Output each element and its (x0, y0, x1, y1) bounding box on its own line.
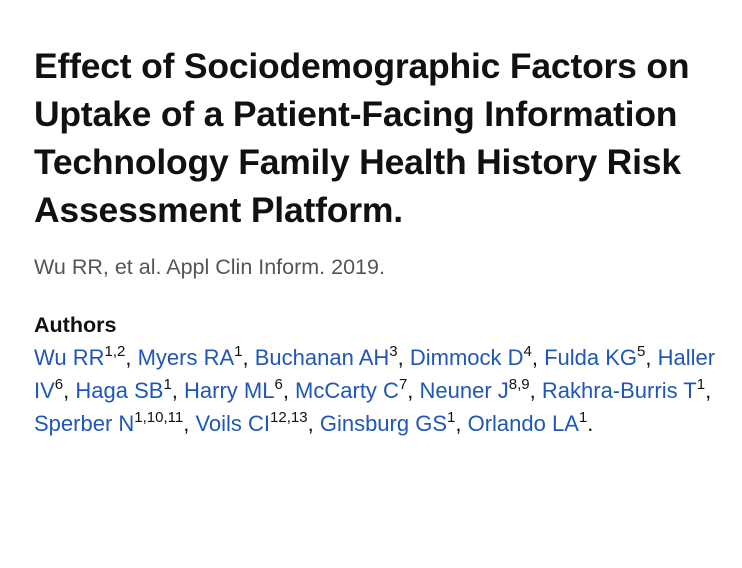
author-affiliation: 3 (389, 343, 398, 360)
article-citation: Wu RR, et al. Appl Clin Inform. 2019. (34, 255, 385, 279)
authors-list (34, 341, 724, 440)
author-separator: , (242, 345, 255, 370)
author-link[interactable]: Dimmock $D^4$ (409, 343, 532, 370)
author-affiliation: 5 (637, 343, 646, 360)
author-separator: , (171, 378, 185, 403)
author-separator: , (307, 411, 320, 436)
author-link[interactable]: Voils CI$^{12,13}$ (195, 409, 308, 436)
author-link[interactable]: Myers $RA^1$ (137, 343, 243, 370)
article-title: Effect of Sociodemographic Factors on Uptake of a Patient-Facing Information Technology Family Health History Risk Assessment Platform. (34, 46, 690, 230)
author-link[interactable]: Ginsburg $GS^1$ (319, 409, 456, 436)
author-link[interactable]: Buchanan $AH^3$ (254, 343, 398, 370)
author-link[interactable]: Wu RR$^{1,2}$ (34, 343, 126, 370)
author-affiliation: 7 (398, 376, 408, 393)
author-affiliation: 6 (54, 376, 64, 393)
author-separator: , (125, 345, 138, 370)
author-affiliation: 1 (578, 409, 588, 426)
author-link[interactable]: Haga $SB^1$ (75, 376, 172, 403)
author-affiliation: 1 (696, 376, 706, 393)
author-link[interactable]: Sperber N$^{1,10,11}$ (34, 409, 184, 436)
author-affiliation: 1 (447, 409, 456, 426)
author-affiliation: 12,13 (270, 409, 308, 426)
author-separator: , (183, 411, 196, 436)
author-link[interactable]: Haller $IV^6$ (34, 345, 716, 403)
author-affiliation: 8,9 (508, 376, 530, 393)
author-separator: . (587, 411, 594, 436)
author-link[interactable]: Rakhra-Burris $T^1$ (541, 376, 706, 403)
author-link[interactable]: Neuner J$^{8,9}$ (419, 376, 530, 403)
author-link[interactable]: Harry $ML^6$ (184, 376, 283, 403)
author-affiliation: 1 (234, 343, 243, 360)
author-separator: , (63, 378, 76, 403)
author-affiliation: 4 (523, 343, 532, 360)
author-affiliation: 1,10,11 (134, 409, 184, 426)
author-affiliation: 1,2 (104, 343, 126, 360)
author-separator: , (455, 411, 468, 436)
article-summary (34, 42, 724, 440)
author-link[interactable]: McCarty $C^7$ (295, 376, 408, 403)
author-separator: , (282, 378, 296, 403)
author-separator: , (397, 345, 410, 370)
author-separator: , (531, 345, 545, 370)
author-affiliation: 1 (163, 376, 172, 393)
authors-heading: Authors (34, 313, 117, 337)
author-separator: , (529, 378, 542, 403)
author-link[interactable]: Orlando $LA^1$ (467, 409, 588, 436)
author-link[interactable]: Fulda $KG^5$ (544, 343, 646, 370)
author-affiliation: 6 (274, 376, 283, 393)
author-separator: , (645, 345, 658, 370)
author-separator: , (407, 378, 420, 403)
author-separator: , (705, 378, 712, 403)
